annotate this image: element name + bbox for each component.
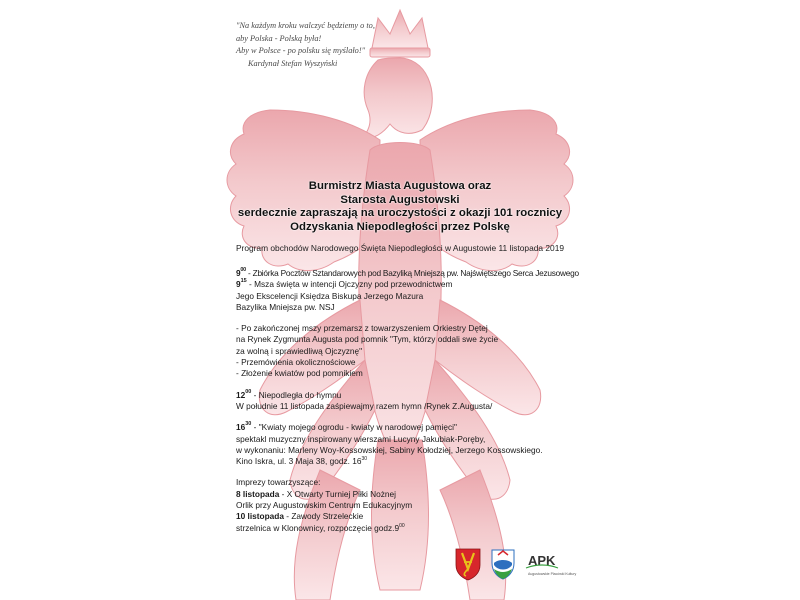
headline-line: Burmistrz Miasta Augustowa oraz xyxy=(308,180,492,192)
county-emblem-icon xyxy=(492,550,514,579)
apk-logo-subtitle: Augustowskie Placówki Kultury xyxy=(528,572,577,576)
event-detail: Jego Ekscelencji Księdza Biskupa Jerzego Mazura xyxy=(236,290,424,301)
invitation-headline xyxy=(200,180,600,234)
event-minutes: 00 xyxy=(245,388,252,395)
accompanying-date: 10 listopada xyxy=(236,511,284,522)
accompanying-item xyxy=(236,489,586,500)
augustow-coat-of-arms-icon xyxy=(456,549,480,580)
event-detail: W południe 11 listopada zaśpiewajmy razem hymn /Rynek Z.Augusta/ xyxy=(236,400,493,411)
apk-logo-icon xyxy=(526,553,576,576)
event-detail: spektakl muzyczny inspirowany wierszami Lucyny Jakubiak-Poręby, xyxy=(236,433,486,444)
apk-logo-text: APK xyxy=(528,553,556,568)
quote-line: Aby w Polsce - po polsku się myślało!" xyxy=(236,46,366,56)
event-hour: 16 xyxy=(236,422,246,433)
event-detail: Bazylika Mniejsza pw. NSJ xyxy=(236,301,335,312)
march-line: - Po zakończonej mszy przemarsz z towarzyszeniem Orkiestry Dętej xyxy=(236,323,488,334)
quote-line: aby Polska - Polską była! xyxy=(236,33,322,43)
accompanying-venue: strzelnica w Klonownicy, rozpoczęcie godz.9 xyxy=(236,522,400,533)
quote-block xyxy=(236,20,375,70)
event-detail: w wykonaniu: Marleny Woy-Kossowskiej, Sabiny Kołodziej, Jerzego Kossowskiego. xyxy=(236,444,543,455)
accompanying-date: 8 listopada xyxy=(236,488,280,499)
event-item xyxy=(236,268,586,279)
event-venue: Kino Iskra, ul. 3 Maja 38, godz. 16 xyxy=(236,456,362,467)
headline-line: Odzyskania Niepodległości przez Polskę xyxy=(290,220,510,233)
logos-strip xyxy=(452,545,577,581)
headline-line: serdecznie zapraszają na uroczystości z okazji 101 rocznicy xyxy=(237,207,563,220)
event-minutes: 15 xyxy=(240,278,247,285)
event-text: - Niepodległa do hymnu xyxy=(251,389,342,400)
accompanying-detail xyxy=(236,523,586,534)
programme-title: Program obchodów Narodowego Święta Niepodległości w Augustowie 11 listopada 2019 xyxy=(235,243,565,253)
headline-line: Starosta Augustowski xyxy=(340,193,460,206)
programme-content xyxy=(236,268,586,534)
accompanying-text: - Zawody Strzeleckie xyxy=(283,511,364,522)
event-item xyxy=(236,279,586,290)
event-text: - "Kwiaty mojego ogrodu - kwiaty w narodowej pamięci" xyxy=(251,422,457,433)
event-detail xyxy=(236,456,586,467)
march-line: - Przemówienia okolicznościowe xyxy=(236,357,356,368)
event-hour: 9 xyxy=(236,279,241,290)
march-line: za wolną i sprawiedliwą Ojczyznę" xyxy=(236,345,363,356)
accompanying-text: - X Otwarty Turniej Piłki Nożnej xyxy=(279,488,396,499)
event-venue-minutes: 30 xyxy=(361,456,368,463)
invitation-poster xyxy=(200,0,600,600)
sponsor-logos xyxy=(452,545,577,581)
event-text: - Zbiórka Pocztów Sztandarowych pod Bazyliką Mniejszą pw. Najświętszego Serca Jezusowego xyxy=(246,268,579,278)
event-text: - Msza święta w intencji Ojczyzny pod przewodnictwem xyxy=(246,279,453,290)
quote-line: "Na każdym kroku walczyć będziemy o to, xyxy=(236,21,375,30)
march-line: - Złożenie kwiatów pod pomnikiem xyxy=(236,368,363,379)
accompanying-title: Imprezy towarzyszące: xyxy=(236,477,321,488)
event-minutes: 00 xyxy=(240,267,246,273)
accompanying-item xyxy=(236,511,586,522)
accompanying-venue-minutes: 00 xyxy=(399,522,405,529)
event-item xyxy=(236,390,586,401)
event-hour: 12 xyxy=(236,389,246,400)
march-line: na Rynek Zygmunta Augusta pod pomnik "Tym, którzy oddali swe życie xyxy=(236,334,499,345)
quote-author: Kardynał Stefan Wyszyński xyxy=(248,58,338,68)
event-hour: 9 xyxy=(236,268,241,278)
event-item xyxy=(236,422,586,433)
event-minutes: 30 xyxy=(245,421,252,428)
accompanying-detail: Orlik przy Augustowskim Centrum Edukacyjnym xyxy=(236,500,413,511)
